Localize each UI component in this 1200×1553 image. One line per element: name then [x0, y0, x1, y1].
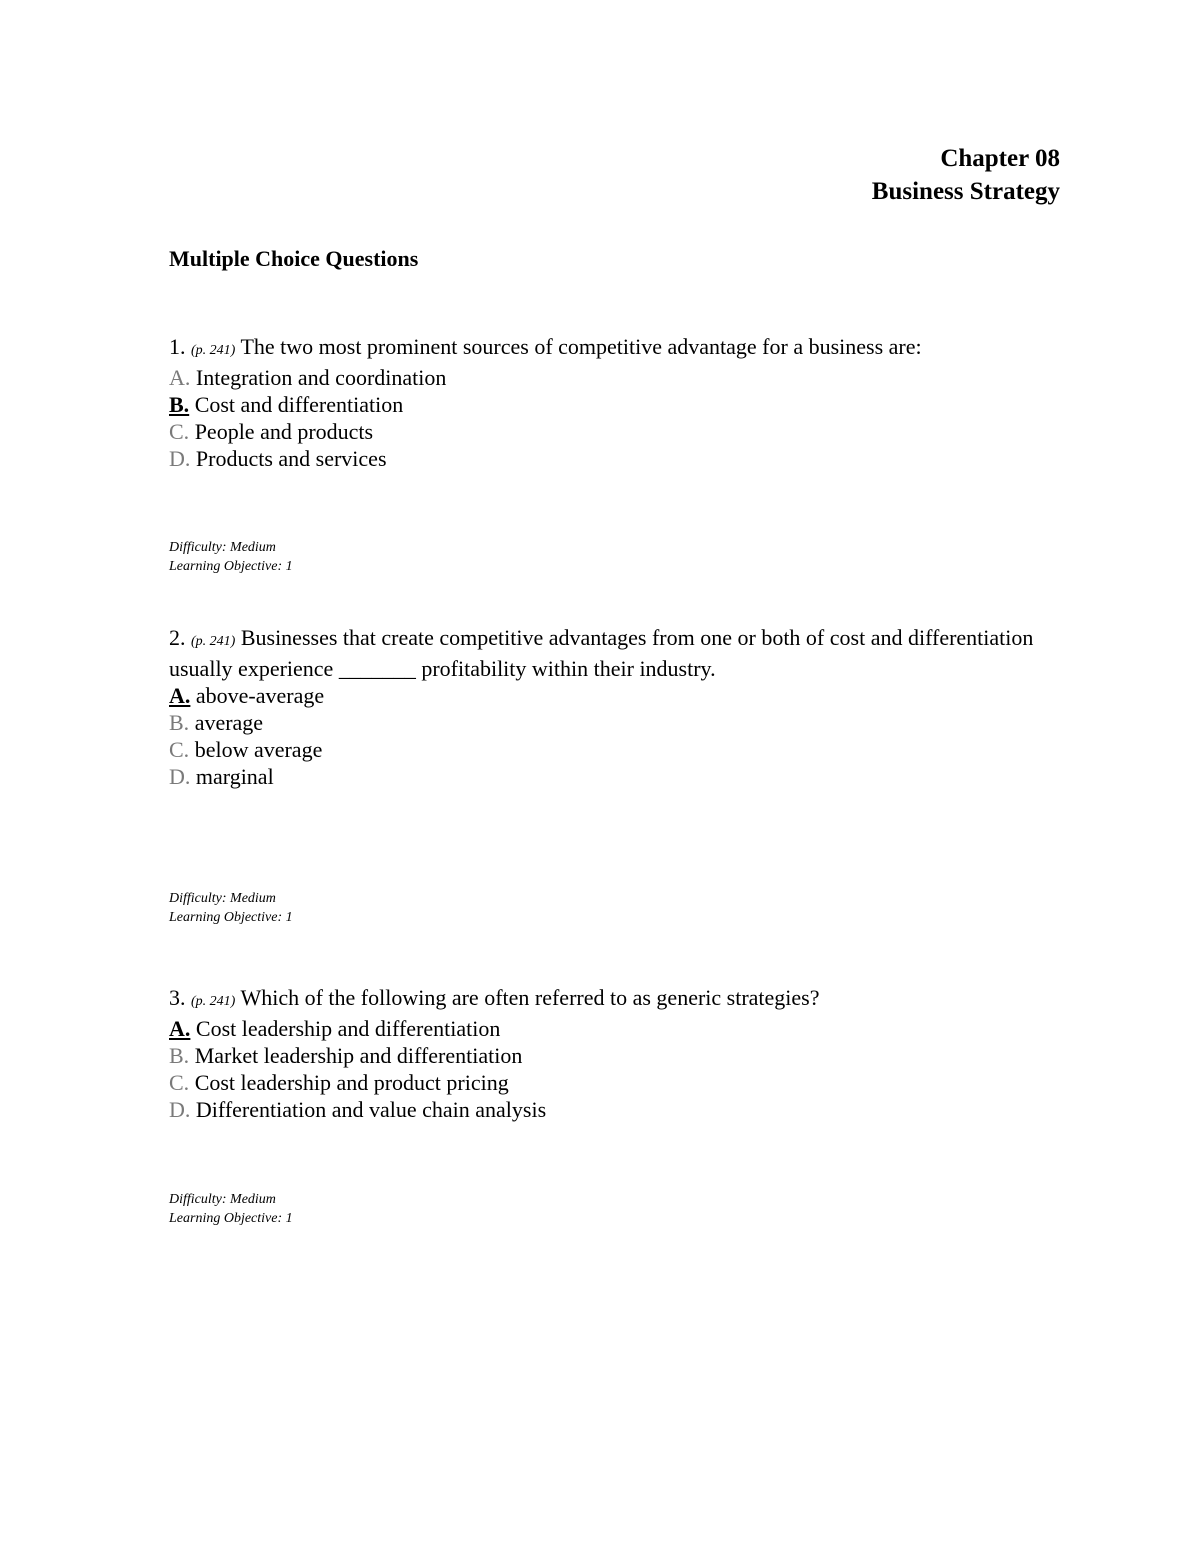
chapter-heading: Chapter 08 [940, 145, 1060, 172]
difficulty-label: Difficulty: Medium [169, 540, 276, 555]
option-d [169, 763, 1049, 790]
option-c [169, 418, 1049, 445]
option-a [169, 682, 1049, 709]
learning-objective-label: Learning Objective: 1 [169, 559, 293, 574]
answer-options [169, 364, 1049, 472]
option-letter: D. [169, 764, 191, 789]
correct-option-letter: B. [169, 392, 190, 417]
question-3 [169, 984, 1049, 1123]
option-letter: C. [169, 419, 190, 444]
option-text: Market leadership and differentiation [194, 1043, 523, 1068]
option-text: average [194, 710, 264, 735]
option-text: Cost leadership and differentiation [195, 1016, 501, 1041]
option-c [169, 736, 1049, 763]
difficulty-label: Difficulty: Medium [169, 891, 276, 906]
page-reference: (p. 241) [191, 994, 236, 1009]
option-b [169, 709, 1049, 736]
question-2 [169, 624, 1049, 790]
section-title: Multiple Choice Questions [169, 246, 419, 271]
answer-options [169, 682, 1049, 790]
question-2-meta [169, 889, 293, 927]
learning-objective-label: Learning Objective: 1 [169, 910, 293, 925]
learning-objective-label: Learning Objective: 1 [169, 1211, 293, 1226]
option-letter: C. [169, 737, 190, 762]
option-text: Integration and coordination [195, 365, 447, 390]
option-letter: B. [169, 1043, 190, 1068]
option-letter: A. [169, 365, 191, 390]
option-text: above-average [195, 683, 325, 708]
question-3-meta [169, 1190, 293, 1228]
question-1-meta [169, 538, 293, 576]
option-text: People and products [194, 419, 374, 444]
option-text: Products and services [195, 446, 387, 471]
option-text: marginal [195, 764, 274, 789]
question-stem: Which of the following are often referred to as generic strategies? [240, 985, 820, 1010]
option-a [169, 1015, 1049, 1042]
chapter-title: Business Strategy [871, 178, 1060, 205]
difficulty-label: Difficulty: Medium [169, 1192, 276, 1207]
option-d [169, 445, 1049, 472]
page-reference: (p. 241) [191, 634, 236, 649]
question-number: 2. [169, 625, 186, 650]
option-text: Cost leadership and product pricing [194, 1070, 509, 1095]
option-letter: D. [169, 1097, 191, 1122]
correct-option-letter: A. [169, 683, 191, 708]
option-text: Cost and differentiation [194, 392, 404, 417]
option-b [169, 391, 1049, 418]
question-stem: Businesses that create competitive advantages from one or both of cost and differentiation usually experience _______ profitability within their industry. [169, 625, 1034, 681]
option-a [169, 364, 1049, 391]
option-letter: C. [169, 1070, 190, 1095]
question-stem: The two most prominent sources of competitive advantage for a business are: [240, 334, 922, 359]
question-2-text [169, 624, 1049, 682]
option-d [169, 1096, 1049, 1123]
option-c [169, 1069, 1049, 1096]
question-number: 1. [169, 334, 186, 359]
page-reference: (p. 241) [191, 343, 236, 358]
option-letter: B. [169, 710, 190, 735]
question-number: 3. [169, 985, 186, 1010]
correct-option-letter: A. [169, 1016, 191, 1041]
option-letter: D. [169, 446, 191, 471]
option-b [169, 1042, 1049, 1069]
option-text: below average [194, 737, 323, 762]
question-1-text [169, 333, 1049, 364]
question-1 [169, 333, 1049, 472]
option-text: Differentiation and value chain analysis [195, 1097, 547, 1122]
document-header [872, 142, 1060, 208]
question-3-text [169, 984, 1049, 1015]
answer-options [169, 1015, 1049, 1123]
